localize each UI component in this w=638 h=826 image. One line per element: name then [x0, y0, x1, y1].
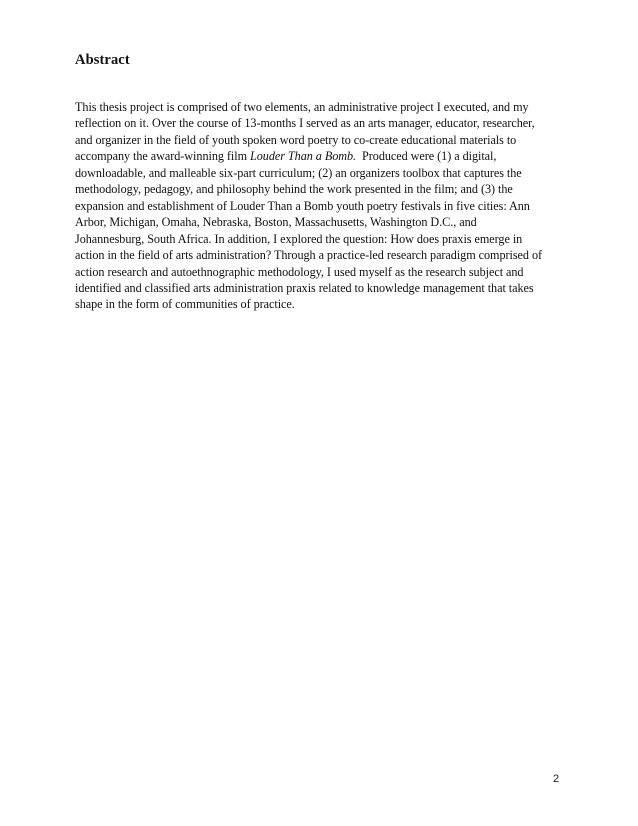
- abstract-line: This thesis project is comprised of two elements, an administrative project I executed, and my: [75, 100, 529, 114]
- abstract-line: identified and classified arts administration praxis related to knowledge management that takes: [75, 280, 534, 295]
- abstract-paragraph: [75, 99, 575, 313]
- abstract-line: methodology, pedagogy, and philosophy behind the work presented in the film; and (3) the: [75, 182, 513, 197]
- abstract-line: reflection on it. Over the course of 13-months I served as an arts manager, educator, researcher,: [75, 116, 535, 131]
- abstract-line: action in the field of arts administration? Through a practice-led research paradigm comprised of: [75, 248, 543, 263]
- abstract-line: Arbor, Michigan, Omaha, Nebraska, Boston, Massachusetts, Washington D.C., and: [75, 215, 477, 230]
- abstract-line: [75, 148, 575, 164]
- abstract-line: and organizer in the field of youth spoken word poetry to co-create educational materials to: [75, 132, 517, 147]
- film-title: Louder Than a Bomb.: [250, 149, 357, 164]
- abstract-heading: Abstract: [75, 52, 130, 68]
- abstract-text: accompany the award-winning film: [75, 149, 251, 164]
- abstract-line: expansion and establishment of Louder Than a Bomb youth poetry festivals in five cities: Ann: [75, 198, 530, 213]
- abstract-line: shape in the form of communities of practice.: [75, 297, 295, 312]
- abstract-line: action research and autoethnographic methodology, I used myself as the research subject and: [75, 264, 524, 279]
- abstract-line: downloadable, and malleable six-part curriculum; (2) an organizers toolbox that captures the: [75, 165, 522, 180]
- abstract-text: Produced were (1) a digital,: [356, 149, 497, 164]
- abstract-line: Johannesburg, South Africa. In addition, I explored the question: How does praxis emerge in: [75, 231, 523, 246]
- page-number: 2: [553, 773, 560, 785]
